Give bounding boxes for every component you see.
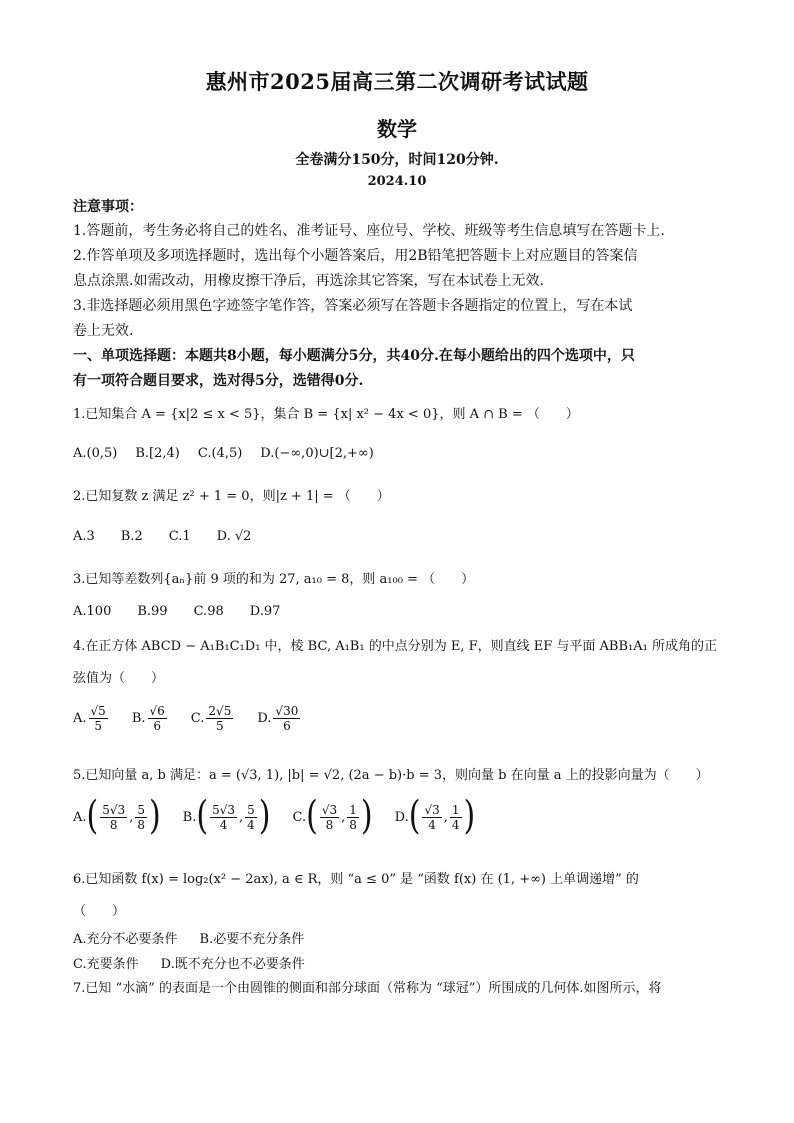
denominator: 6 bbox=[283, 719, 291, 733]
fraction bbox=[100, 803, 127, 832]
option-d: D. ( $\frac{√3}{4}$ , $\frac{1}{4}$ ) bbox=[394, 793, 476, 840]
option-b: B.必要不充分条件 bbox=[199, 932, 305, 947]
question-5-options bbox=[73, 793, 476, 840]
option-label: A. bbox=[73, 711, 87, 726]
numerator: √3 bbox=[321, 802, 338, 817]
note-item-1: 1.答题前，考生务必将自己的姓名、准考证号、座位号、学校、班级等考生信息填写在答题卡上. bbox=[73, 223, 665, 239]
numerator: √30 bbox=[275, 704, 299, 718]
fraction bbox=[450, 803, 462, 832]
option-label: C. bbox=[292, 809, 307, 825]
numerator: 1 bbox=[349, 802, 357, 817]
page-title: 惠州市2025届高三第二次调研考试试题 bbox=[205, 69, 589, 94]
numerator: 5 bbox=[247, 802, 255, 817]
option-b: B.2 bbox=[120, 529, 143, 544]
question-6-stem-line-1: 6.已知函数 f(x) = log₂(x² − 2ax), a ∈ R，则 “a ≤ 0” 是 “函数 f(x) 在 (1, +∞) 上单调递增” 的 bbox=[73, 872, 639, 887]
subject-heading: 数学 bbox=[377, 117, 417, 141]
exam-date: 2024.10 bbox=[367, 174, 427, 189]
option-a: A.3 bbox=[73, 529, 95, 544]
numerator: 2√5 bbox=[208, 704, 232, 718]
question-6-stem-line-2: （ ） bbox=[73, 904, 126, 919]
denominator: 8 bbox=[349, 817, 357, 832]
option-d: D.97 bbox=[249, 604, 281, 619]
note-item-2-line-1: 2.作答单项及多项选择题时，选出每个小题答案后，用2B铅笔把答题卡上对应题目的答案信 bbox=[73, 248, 638, 264]
section-1-heading-line-1: 一、单项选择题：本题共8小题，每小题满分5分，共40分.在每小题给出的四个选项中，只 bbox=[73, 348, 635, 364]
option-d: D. √2 bbox=[216, 529, 252, 544]
fraction bbox=[320, 803, 339, 832]
option-a: A. ( $\frac{5√3}{8}$ , $\frac{5}{8}$ ) bbox=[73, 793, 161, 840]
option-d: D.既不充分也不必要条件 bbox=[160, 957, 305, 972]
option-label: B. bbox=[131, 711, 146, 726]
question-4-stem-line-1: 4.在正方体 ABCD − A₁B₁C₁D₁ 中，棱 BC, A₁B₁ 的中点分别为 E, F，则直线 EF 与平面 ABB₁A₁ 所成角的正 bbox=[73, 639, 717, 654]
option-label: B. bbox=[182, 809, 197, 825]
option-b: B.[2,4) bbox=[135, 446, 180, 461]
question-5-stem: 5.已知向量 a, b 满足：a = (√3, 1), |b| = √2, (2a − b)·b = 3，则向量 b 在向量 a 上的投影向量为（ ） bbox=[73, 768, 709, 783]
option-c: C.(4,5) bbox=[197, 446, 243, 461]
numerator: 5√3 bbox=[212, 802, 235, 817]
numerator: √3 bbox=[424, 802, 440, 817]
section-1-heading-line-2: 有一项符合题目要求，选对得5分，选错得0分. bbox=[73, 373, 364, 389]
question-3-options bbox=[73, 604, 280, 619]
option-label: D. bbox=[394, 809, 409, 825]
fraction bbox=[135, 803, 147, 832]
option-d bbox=[257, 704, 302, 733]
option-b: B. ( $\frac{5√3}{4}$ , $\frac{5}{4}$ ) bbox=[182, 793, 271, 840]
denominator: 8 bbox=[109, 817, 118, 832]
option-label: A. bbox=[73, 809, 87, 825]
denominator: 8 bbox=[325, 817, 334, 832]
numerator: 5√3 bbox=[102, 802, 126, 817]
fraction bbox=[422, 803, 441, 832]
numerator: √6 bbox=[149, 704, 165, 718]
option-c bbox=[191, 704, 236, 733]
option-a bbox=[73, 704, 110, 733]
option-label: D. bbox=[257, 711, 272, 726]
question-1-options bbox=[73, 446, 374, 461]
denominator: 5 bbox=[94, 719, 102, 733]
option-b: B.99 bbox=[137, 604, 168, 619]
denominator: 4 bbox=[247, 817, 255, 832]
question-6-options-row-1 bbox=[73, 928, 304, 947]
fraction bbox=[206, 704, 233, 733]
fraction bbox=[148, 704, 167, 733]
option-c: C. ( $\frac{√3}{8}$ , $\frac{1}{8}$ ) bbox=[292, 793, 373, 840]
question-2-options bbox=[73, 529, 251, 544]
note-item-3-line-1: 3.非选择题必须用黑色字迹签字笔作答，答案必须写在答题卡各题指定的位置上，写在本试 bbox=[73, 298, 633, 314]
note-item-3-line-2: 卷上无效. bbox=[73, 323, 134, 339]
question-3-stem: 3.已知等差数列{aₙ}前 9 项的和为 27, a₁₀ = 8，则 a₁₀₀ = （ ） bbox=[73, 572, 475, 587]
option-a: A.100 bbox=[73, 604, 112, 619]
denominator: 4 bbox=[428, 817, 436, 832]
option-c: C.充要条件 bbox=[73, 957, 139, 972]
numerator: 5 bbox=[137, 802, 145, 817]
fraction bbox=[245, 803, 257, 832]
fraction bbox=[210, 803, 237, 832]
option-d: D.(−∞,0)∪[2,+∞) bbox=[260, 446, 374, 461]
question-4-options bbox=[73, 704, 302, 733]
fraction bbox=[347, 803, 359, 832]
question-4-stem-line-2: 弦值为（ ） bbox=[73, 671, 165, 686]
question-1-stem: 1.已知集合 A = {x|2 ≤ x < 5}，集合 B = {x| x² − 4x < 0}，则 A ∩ B = （ ） bbox=[73, 407, 579, 422]
note-item-2-line-2: 息点涂黑.如需改动，用橡皮擦干净后，再选涂其它答案，写在本试卷上无效. bbox=[73, 273, 544, 289]
option-a: A.充分不必要条件 bbox=[73, 932, 178, 947]
question-2-stem: 2.已知复数 z 满足 z² + 1 = 0，则|z + 1| = （ ） bbox=[73, 489, 390, 504]
option-label: C. bbox=[190, 711, 205, 726]
denominator: 8 bbox=[137, 817, 145, 832]
fraction bbox=[273, 704, 300, 733]
notes-heading: 注意事项： bbox=[73, 199, 143, 215]
question-6-options-row-2 bbox=[73, 953, 305, 972]
denominator: 5 bbox=[216, 719, 224, 733]
denominator: 4 bbox=[451, 817, 460, 832]
score-time-note: 全卷满分150分，时间120分钟. bbox=[295, 152, 499, 168]
denominator: 4 bbox=[219, 817, 228, 832]
option-c: C.1 bbox=[168, 529, 191, 544]
fraction bbox=[89, 704, 108, 733]
numerator: 1 bbox=[451, 802, 460, 817]
option-a: A.(0,5) bbox=[73, 446, 118, 461]
denominator: 6 bbox=[153, 719, 161, 733]
question-7-stem: 7.已知 “水滴” 的表面是一个由圆锥的侧面和部分球面（常称为 “球冠”）所围成的几何体.如图所示，将 bbox=[73, 981, 662, 996]
option-c: C.98 bbox=[193, 604, 224, 619]
option-b bbox=[132, 704, 169, 733]
numerator: √5 bbox=[90, 704, 106, 718]
